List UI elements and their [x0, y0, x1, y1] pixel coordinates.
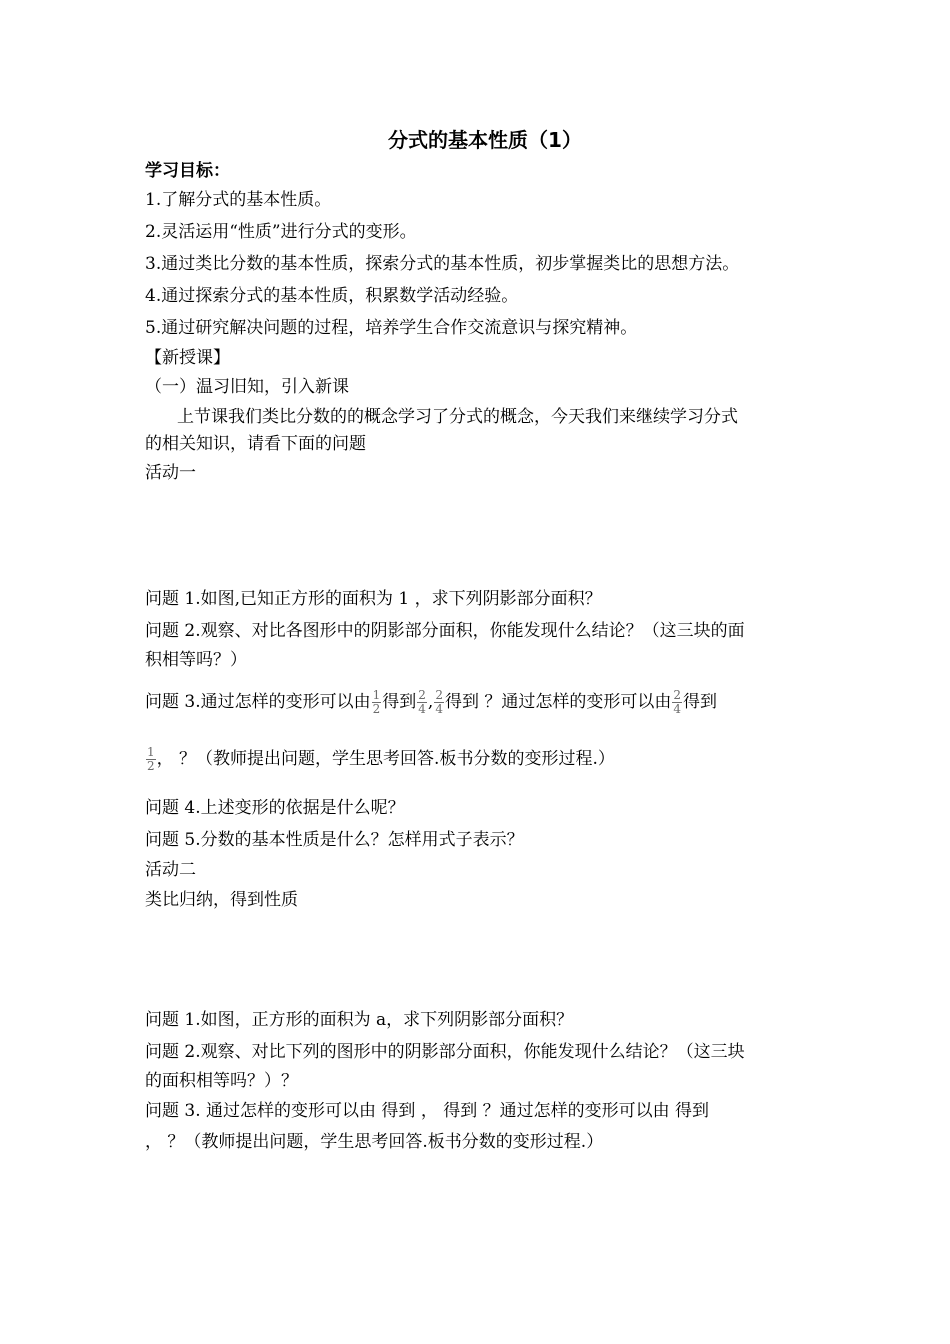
objective-item: 1.了解分式的基本性质。 — [145, 190, 332, 210]
objective-item: 5.通过研究解决问题的过程，培养学生合作交流意识与探究精神。 — [145, 318, 638, 338]
question-text: 得到 ？通过怎样的变形可以由 — [444, 692, 672, 712]
section-heading: （一）温习旧知，引入新课 — [145, 377, 349, 397]
fraction-numerator: 2 — [435, 688, 443, 702]
activity1-question-3 — [145, 689, 717, 716]
activity1-question-2: 问题 2.观察、对比各图形中的阴影部分面积，你能发现什么结论？（这三块的面 — [145, 621, 745, 641]
activity2-subheading: 类比归纳，得到性质 — [145, 890, 298, 910]
page-title: 分式的基本性质（1） — [388, 128, 582, 152]
fraction-numerator: 1 — [372, 688, 381, 702]
activity1-question-4: 问题 4.上述变形的依据是什么呢？ — [145, 798, 405, 818]
fraction — [146, 746, 156, 773]
fraction — [417, 689, 427, 716]
fraction — [434, 689, 444, 716]
intro-paragraph-line: 的相关知识，请看下面的问题 — [145, 434, 366, 454]
fraction-numerator: 1 — [147, 745, 155, 759]
fraction-numerator: 2 — [673, 688, 681, 702]
intro-paragraph-line: 上节课我们类比分数的的概念学习了分式的概念，今天我们来继续学习分式 — [177, 407, 738, 427]
fraction — [372, 689, 382, 716]
activity1-heading: 活动一 — [145, 463, 196, 483]
question-text: , — [427, 692, 434, 712]
activity1-question-2-cont: 积相等吗？） — [145, 650, 247, 670]
fraction — [672, 689, 682, 716]
question-text: 得到 — [683, 692, 717, 712]
activity2-question-3: 问题 3. 通过怎样的变形可以由 得到 ， 得到 ？通过怎样的变形可以由 得到 — [145, 1101, 710, 1121]
activity2-heading: 活动二 — [145, 860, 196, 880]
fraction-numerator: 2 — [418, 688, 426, 702]
question-text: 得到 — [382, 692, 417, 712]
question-text: 问题 3.通过怎样的变形可以由 — [145, 692, 371, 712]
activity2-question-3-cont: ， ？（教师提出问题，学生思考回答.板书分数的变形过程.） — [145, 1132, 604, 1152]
activity1-question-5: 问题 5.分数的基本性质是什么？怎样用式子表示？ — [145, 830, 524, 850]
activity2-question-1: 问题 1.如图，正方形的面积为 a，求下列阴影部分面积？ — [145, 1010, 574, 1030]
fraction-denominator: 4 — [435, 702, 443, 716]
question-text: ， ？（教师提出问题，学生思考回答.板书分数的变形过程.） — [156, 749, 615, 769]
fraction-denominator: 2 — [147, 759, 155, 773]
new-lesson-heading: 【新授课】 — [145, 348, 230, 368]
activity2-question-2-cont: 的面积相等吗？）？ — [145, 1071, 298, 1091]
objective-item: 4.通过探索分式的基本性质，积累数学活动经验。 — [145, 286, 519, 306]
fraction-denominator: 2 — [372, 702, 381, 716]
activity1-question-3-cont — [145, 746, 615, 773]
activity2-question-2: 问题 2.观察、对比下列的图形中的阴影部分面积，你能发现什么结论？（这三块 — [145, 1042, 745, 1062]
fraction-denominator: 4 — [418, 702, 426, 716]
fraction-denominator: 4 — [673, 702, 681, 716]
objective-item: 3.通过类比分数的基本性质，探索分式的基本性质，初步掌握类比的思想方法。 — [145, 254, 740, 274]
activity1-question-1: 问题 1.如图,已知正方形的面积为 1 ，求下列阴影部分面积？ — [145, 589, 602, 609]
objective-item: 2.灵活运用“性质”进行分式的变形。 — [145, 222, 417, 242]
objectives-heading: 学习目标： — [145, 161, 230, 181]
